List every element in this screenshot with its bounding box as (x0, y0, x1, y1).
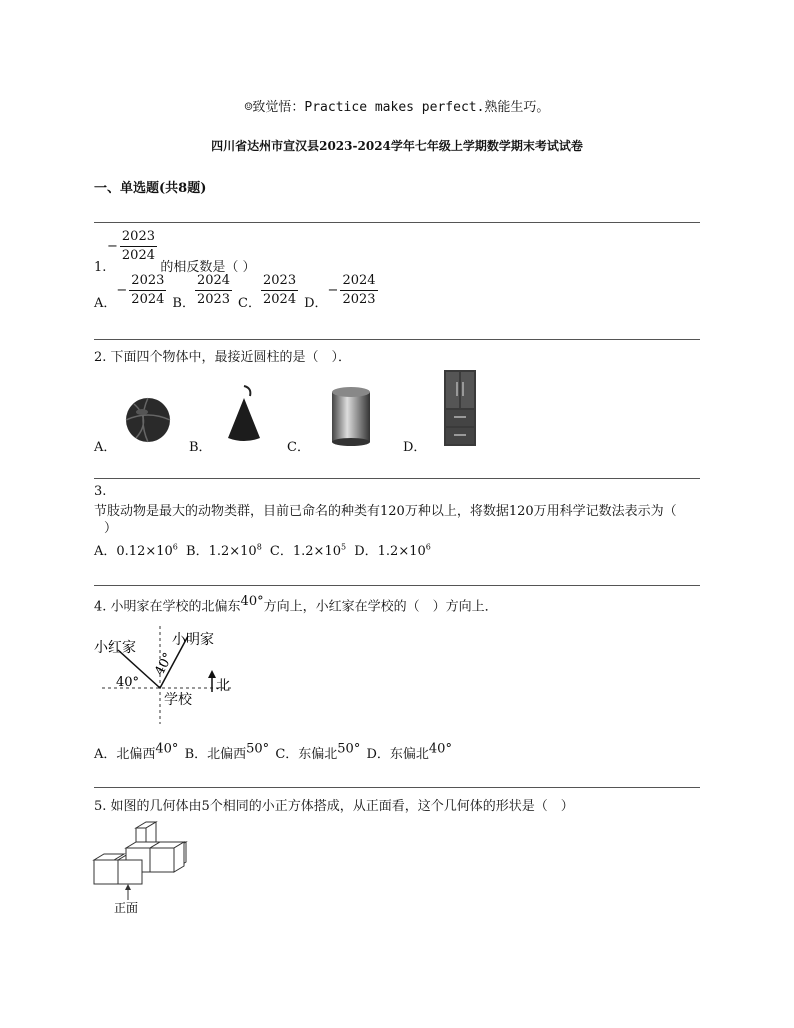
divider (94, 478, 700, 479)
q3-option-b[interactable]: B．$1.2\times 10^8$ (186, 542, 262, 559)
q3-options (94, 540, 431, 559)
label-xiaoming: 小明家 (172, 632, 214, 648)
q3-stem-end: ） (104, 521, 118, 536)
q2-option-d-label[interactable]: D． (403, 440, 427, 455)
front-view-label: 正面 (114, 901, 139, 914)
refrigerator-image (440, 368, 480, 448)
direction-diagram (92, 626, 242, 726)
divider (94, 787, 700, 788)
q3-stem: 节肢动物是最大的动物类群，目前已命名的种类有120万种以上，将数据120万用科学记数法表示为（ (94, 504, 677, 519)
q4-options (94, 742, 452, 762)
q4-option-d[interactable]: D．东偏北40° (366, 742, 452, 763)
page-title: 四川省达州市宣汉县2023-2024学年七年级上学期数学期末考试试卷 (211, 139, 583, 153)
q1-stem: 1. 的相反数是（ ） (94, 260, 256, 275)
label-xiaohong: 小红家 (94, 640, 136, 656)
cube-stack-figure (90, 820, 190, 914)
angle-label-north: 40° (152, 650, 177, 678)
section-heading: 一、单选题(共8题) (94, 181, 207, 196)
angle-label-west: 40° (116, 675, 140, 690)
q3-option-d[interactable]: D．$1.2\times 10^6$ (354, 542, 431, 559)
q5-stem: 5. 如图的几何体由5个相同的小正方体搭成，从正面看，这个几何体的形状是（ ） (94, 799, 574, 814)
q1-option-d[interactable]: D． − $\frac{2024}{2023}$ (304, 273, 376, 311)
q1-options (94, 270, 384, 311)
q3-option-c[interactable]: C．$1.2\times 10^5$ (269, 542, 347, 559)
q1-option-a[interactable]: A． − $\frac{2023}{2024}$ (94, 273, 165, 311)
q3-option-a[interactable]: A．$0.12\times 10^6$ (94, 542, 178, 559)
q4-stem: 4. 小明家在学校的北偏东40°方向上，小红家在学校的（ ）方向上． (94, 594, 498, 615)
q2-stem: 2. 下面四个物体中，最接近圆柱的是（ ）． (94, 350, 352, 365)
q2-option-b-label[interactable]: B． (189, 440, 212, 455)
q1-option-c[interactable]: C． $\frac{2023}{2024}$ (238, 273, 297, 311)
basketball-image (112, 396, 176, 448)
cone-image (224, 384, 268, 444)
q1-option-b[interactable]: B． $\frac{2024}{2023}$ (172, 273, 231, 311)
q2-option-a-label[interactable]: A． (94, 440, 117, 455)
q4-option-b[interactable]: B．北偏西50° (184, 742, 270, 763)
cylinder-image (328, 386, 374, 446)
q3-number: 3. (94, 484, 107, 499)
label-school: 学校 (164, 692, 192, 708)
q2-option-c-label[interactable]: C． (287, 440, 310, 455)
divider (94, 339, 700, 340)
q1-neg-frac: − $\frac{2023}{2024}$ (107, 229, 155, 263)
q4-option-c[interactable]: C．东偏北50° (275, 742, 361, 763)
divider (94, 585, 700, 586)
divider (94, 222, 700, 223)
motto: ☺致觉悟：Practice makes perfect.熟能生巧。 (244, 100, 550, 115)
q4-option-a[interactable]: A．北偏西40° (94, 742, 179, 763)
label-north: 北 (216, 678, 230, 694)
